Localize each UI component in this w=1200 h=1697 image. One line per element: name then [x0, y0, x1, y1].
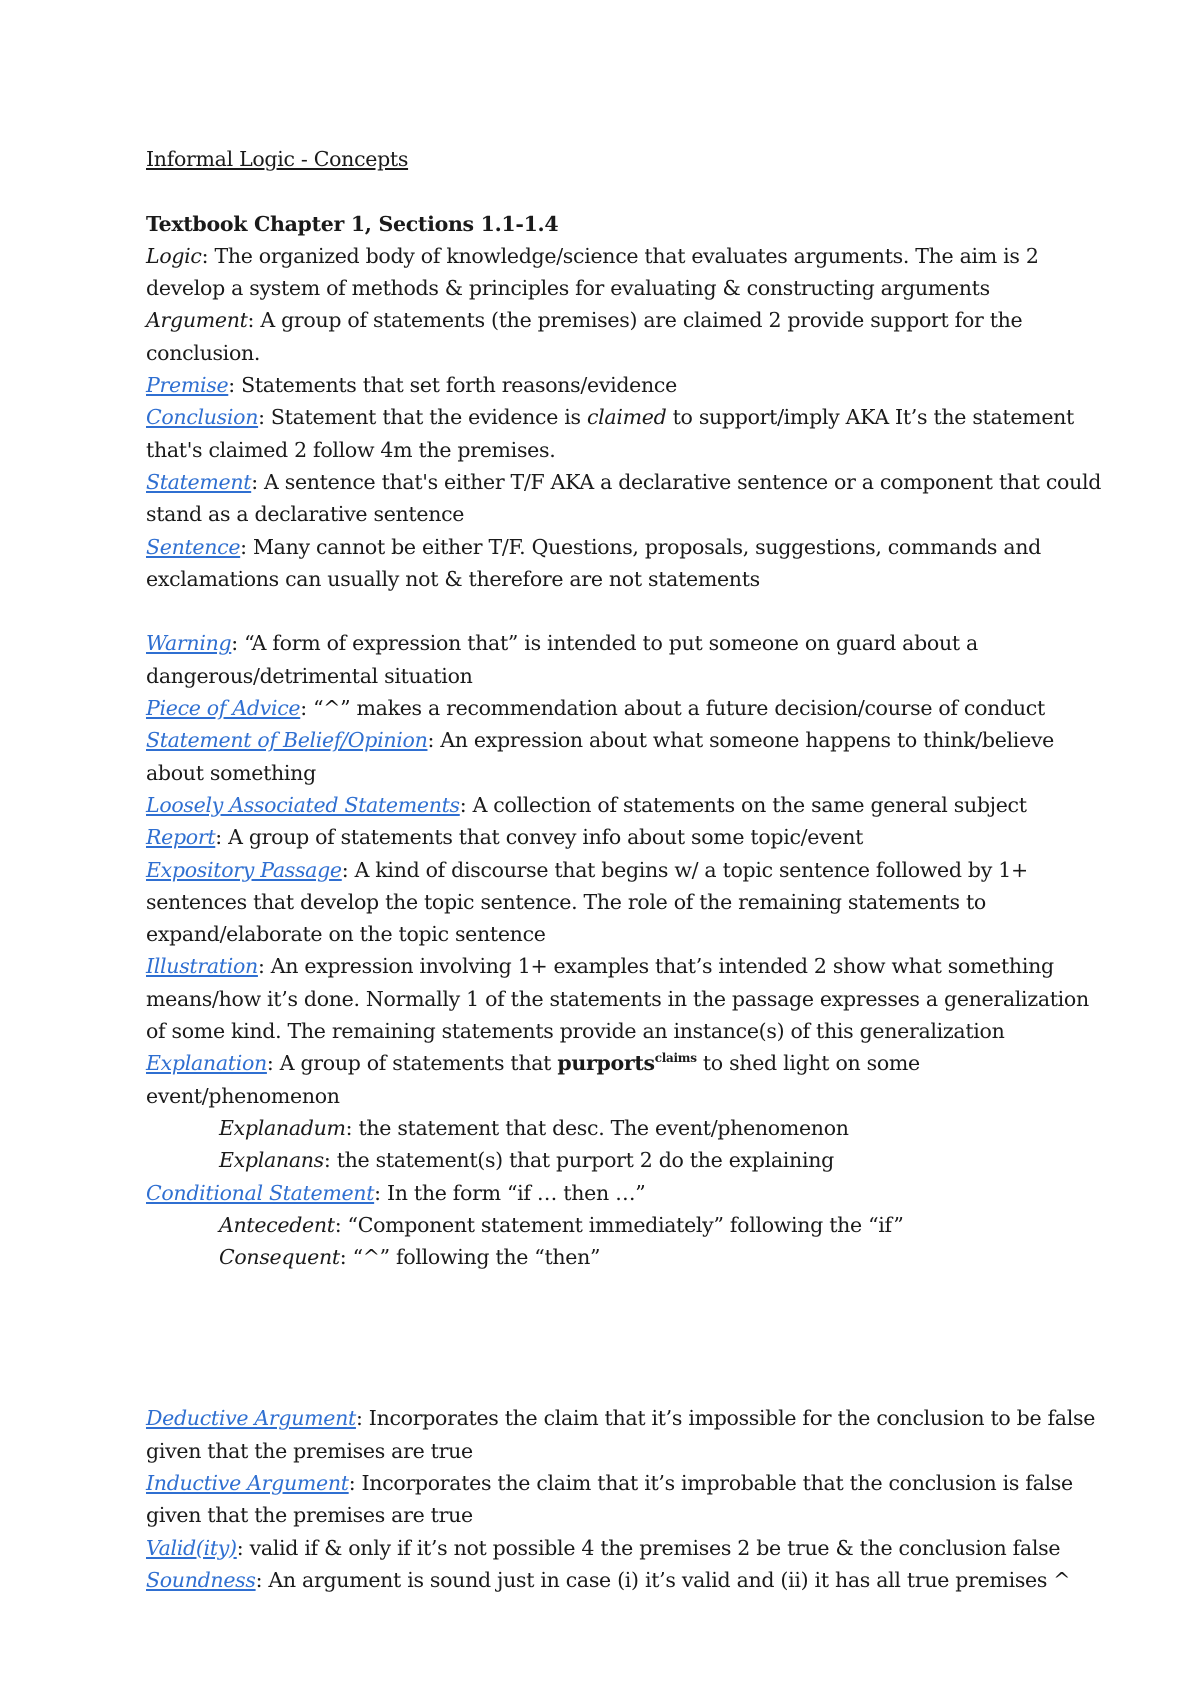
document-page	[146, 143, 1102, 1596]
spacer	[146, 175, 1086, 207]
definition-text: stand as a declarative sentence	[146, 502, 465, 527]
spacer	[146, 595, 1086, 627]
document-title: Informal Logic - Concepts	[146, 147, 409, 171]
term-illustration: Illustration	[146, 954, 258, 979]
definition-text: : Statement that the evidence is	[258, 405, 587, 430]
definition-text: : An argument is sound just in case (i) it’s valid and (ii) it has all true premises ^	[255, 1567, 1071, 1592]
term-belief: Statement of Belief/Opinion	[146, 728, 428, 753]
entry-validity	[146, 1532, 1086, 1564]
term-explanandum: Explanadum	[219, 1115, 346, 1140]
term-expository: Expository Passage	[146, 857, 342, 882]
entry-statement	[146, 466, 1102, 531]
entry-inductive	[146, 1467, 1086, 1532]
definition-text: : the statement(s) that purport 2 do the explaining	[323, 1148, 834, 1173]
entry-loosely	[146, 789, 1086, 821]
term-inductive: Inductive Argument	[146, 1470, 349, 1495]
definition-text: : In the form “if … then …”	[374, 1180, 646, 1205]
entry-expository	[146, 854, 1086, 951]
entry-antecedent	[146, 1209, 1086, 1241]
term-antecedent: Antecedent	[219, 1212, 335, 1237]
entry-conditional	[146, 1177, 1086, 1209]
entry-sentence	[146, 531, 1086, 596]
term-conclusion: Conclusion	[146, 405, 259, 430]
bold-text: purports	[557, 1051, 655, 1076]
definition-text: : A group of statements that	[266, 1051, 558, 1076]
definition-text: to shed light on some	[696, 1051, 920, 1076]
term-explanation: Explanation	[146, 1051, 267, 1076]
section-heading: Textbook Chapter 1, Sections 1.1-1.4	[146, 211, 559, 236]
definition-text: : An expression about what someone happens to think/believe	[427, 728, 1055, 753]
definition-text: that's claimed 2 follow 4m the premises.	[146, 437, 556, 462]
term-validity: Valid(ity)	[146, 1535, 237, 1560]
term-deductive: Deductive Argument	[146, 1406, 356, 1431]
definition-text: to support/imply AKA It’s the statement	[666, 405, 1074, 430]
definition-text: : Incorporates the claim that it’s impossible for the conclusion to be false	[355, 1406, 1096, 1431]
definition-text: : the statement that desc. The event/phenomenon	[345, 1115, 849, 1140]
definition-text: means/how it’s done. Normally 1 of the statements in the passage expresses a generalization	[146, 986, 1089, 1011]
entry-warning	[146, 627, 1086, 692]
definition-text: : A collection of statements on the same general subject	[459, 792, 1027, 817]
definition-text: dangerous/detrimental situation	[146, 663, 473, 688]
entry-explanation	[146, 1047, 1086, 1112]
definition-text: sentences that develop the topic sentence. The role of the remaining statements to	[146, 889, 986, 914]
entry-deductive	[146, 1402, 1096, 1467]
definition-text: : Many cannot be either T/F. Questions, proposals, suggestions, commands and	[240, 534, 1041, 559]
entry-report	[146, 821, 1086, 853]
entry-logic	[146, 240, 1086, 305]
entry-premise	[146, 369, 1086, 401]
entry-explanandum	[146, 1112, 1086, 1144]
definition-text: given that the premises are true	[146, 1503, 473, 1528]
definition-text: develop a system of methods & principles for evaluating & constructing arguments	[146, 276, 990, 301]
definition-text: : A group of statements that convey info about some topic/event	[215, 825, 864, 850]
term-logic: Logic	[146, 243, 202, 268]
definition-text: : “A form of expression that” is intended to put someone on guard about a	[231, 631, 978, 656]
term-argument: Argument	[146, 308, 248, 333]
emphasis-text: claimed	[586, 405, 667, 430]
definition-text: : “^” following the “then”	[339, 1245, 601, 1270]
term-explanans: Explanans	[219, 1148, 324, 1173]
definition-text: : Incorporates the claim that it’s improbable that the conclusion is false	[348, 1470, 1073, 1495]
definition-text: exclamations can usually not & therefore are not statements	[146, 566, 760, 591]
entry-explanans	[146, 1144, 1086, 1176]
definition-text: : The organized body of knowledge/science that evaluates arguments. The aim is 2	[201, 243, 1039, 268]
term-premise: Premise	[146, 373, 229, 398]
definition-text: : Statements that set forth reasons/evidence	[228, 373, 677, 398]
entry-belief	[146, 724, 1086, 789]
entry-advice	[146, 692, 1086, 724]
definition-text: : “Component statement immediately” following the “if”	[334, 1212, 904, 1237]
term-warning: Warning	[146, 631, 232, 656]
definition-text: of some kind. The remaining statements provide an instance(s) of this generalization	[146, 1019, 1005, 1044]
entry-conclusion	[146, 401, 1086, 466]
definition-text: : “^” makes a recommendation about a future decision/course of conduct	[300, 696, 1045, 721]
definition-text: : A group of statements (the premises) are claimed 2 provide support for the	[247, 308, 1023, 333]
term-consequent: Consequent	[219, 1245, 340, 1270]
entry-illustration	[146, 950, 1089, 1047]
term-advice: Piece of Advice	[146, 696, 301, 721]
definition-text: about something	[146, 760, 316, 785]
term-soundness: Soundness	[146, 1567, 256, 1592]
superscript-text: claims	[654, 1051, 697, 1066]
entry-soundness	[146, 1564, 1086, 1596]
definition-text: expand/elaborate on the topic sentence	[146, 922, 546, 947]
definition-text: conclusion.	[146, 340, 261, 365]
term-loosely: Loosely Associated Statements	[146, 792, 460, 817]
spacer	[146, 1273, 1086, 1402]
definition-text: : An expression involving 1+ examples that’s intended 2 show what something	[257, 954, 1054, 979]
term-sentence: Sentence	[146, 534, 241, 559]
term-statement: Statement	[146, 469, 252, 494]
definition-text: event/phenomenon	[146, 1083, 340, 1108]
entry-argument	[146, 304, 1086, 369]
definition-text: : valid if & only if it’s not possible 4 the premises 2 be true & the conclusion false	[236, 1535, 1061, 1560]
term-conditional: Conditional Statement	[146, 1180, 375, 1205]
term-report: Report	[146, 825, 216, 850]
definition-text: : A sentence that's either T/F AKA a declarative sentence or a component that could	[251, 469, 1102, 494]
entry-consequent	[146, 1241, 1086, 1273]
definition-text: given that the premises are true	[146, 1438, 473, 1463]
definition-text: : A kind of discourse that begins w/ a topic sentence followed by 1+	[341, 857, 1028, 882]
